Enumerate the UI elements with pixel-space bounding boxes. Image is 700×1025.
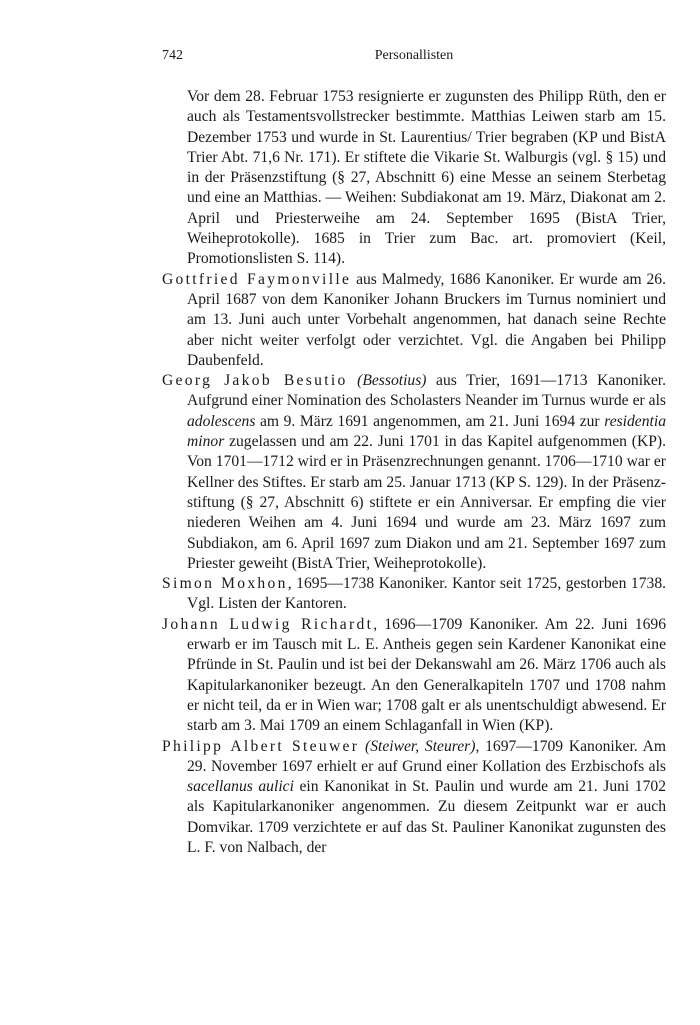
person-name: Philipp Albert Steuwer [162,737,360,755]
person-name: Georg Jakob Besutio [162,372,348,390]
register-entry [162,371,666,574]
person-name: Simon Moxhon [162,575,288,593]
running-title: Personallisten [374,48,454,63]
name-variant: (Bessotius) [357,372,427,390]
register-entry [162,737,666,859]
entry-text: zugelassen und am 22. Juni 1701 in das Kapitel aufgenommen (KP). Von 1701—1712 wird er in Präsenzrechnungen genannt. 1706—1710 war er Kellner des Stiftes. Er starb am 25. Januar 1713 (KP S. 129). In der Präsenzstiftung (§ 27, Abschnitt 6) stiftete er ein Anniversar. Er empfing die vier niederen Weihen am 4. Juni 1694 und wurde am 23. März 1697 zum Subdiakon, am 6. April 1697 zum Diakon und am 21. September 1697 zum Priester geweiht (BistA Trier, Weiheprotokolle). [187,433,666,572]
entry-text: Vor dem 28. Februar 1753 resignierte er zugunsten des Philipp Rüth, den er auch als Testamentsvollstrecker bestimmte. Matthias Leiwen starb am 15. Dezember 1753 und wurde in St. Laurentius/ Trier begraben (KP und BistA Trier Abt. 71,6 Nr. 171). Er stiftete die Vikarie St. Walburgis (vgl. § 15) und in der Präsenzstiftung (§ 27, Abschnitt 6) eine Messe an seinem Sterbetag und eine an Matthias. — Weihen: Subdiakonat am 19. März, Diakonat am 2. April und Priesterweihe am 24. September 1695 (BistA Trier, Weiheprotokolle). 1685 in Trier zum Bac. art. promoviert (Keil, Promotionslisten S. 114). [187,88,666,268]
person-name: Gottfried Faymonville [162,270,352,288]
entry-text: , 1695—1738 Kanoniker. Kantor seit 1725, gestorben 1738. Vgl. Listen der Kantoren. [187,575,667,613]
page-body [162,87,666,858]
latin-term: residentia minor [187,412,666,451]
entry-text: , 1696—1709 Kanoniker. Am 22. Juni 1696 erwarb er im Tausch mit L. E. Antheis gegen sein Kardener Kanonikat eine Pfründe in St. Paulin und ist bei der Dekanswahl am 26. März 1706 auch als Kapitularkanoniker bezeugt. An den Generalkapiteln 1707 und 1708 nahm er nicht teil, da er in Wien war; 1708 galt er als unentschuldigt abwesend. Er starb am 3. Mai 1709 an einem Schlaganfall in Wien (KP). [187,615,666,735]
entry-text [348,372,358,389]
entry-text: , 1697—1709 Kanoniker. Am 29. November 1697 erhielt er auf Grund einer Kollation des Erzbischofs als [187,737,666,775]
entry-text: ein Kanonikat in St. Paulin und wurde am 21. Juni 1702 als Kapitularkanoniker angenommen. Zu diesem Zeitpunkt war er auch Domvikar. 1709 verzichtete er auf das St. Pauliner Kanonikat zugunsten des L. F. von Nalbach, der [187,778,666,856]
latin-term: sacellanus aulici [187,778,294,796]
entry-text: aus Malmedy, 1686 Kanoniker. Er wurde am 26. April 1687 von dem Kanoniker Johann Bruckers im Turnus nominiert und am 13. Juni auch unter Vorbehalt angenommen, hat danach seine Rechte aber nicht weiter verfolgt oder verzichtet. Vgl. die Angaben bei Philipp Daubenfeld. [187,270,666,369]
page-header [162,48,666,68]
name-variant: (Steiwer, Steurer) [365,737,476,755]
continued-paragraph [162,87,666,270]
register-entry [162,615,666,737]
register-entry [162,270,666,371]
person-name: Johann Ludwig Richardt [162,615,374,633]
entry-text: aus Trier, 1691—1713 Kanoniker. Aufgrund einer Nomination des Scholasters Neander im Turnus wurde er als [187,372,667,410]
register-entry [162,574,666,615]
latin-term: adolescens [187,412,256,430]
entry-text: am 9. März 1691 angenommen, am 21. Juni 1694 zur [255,412,605,430]
page-number: 742 [162,48,183,63]
